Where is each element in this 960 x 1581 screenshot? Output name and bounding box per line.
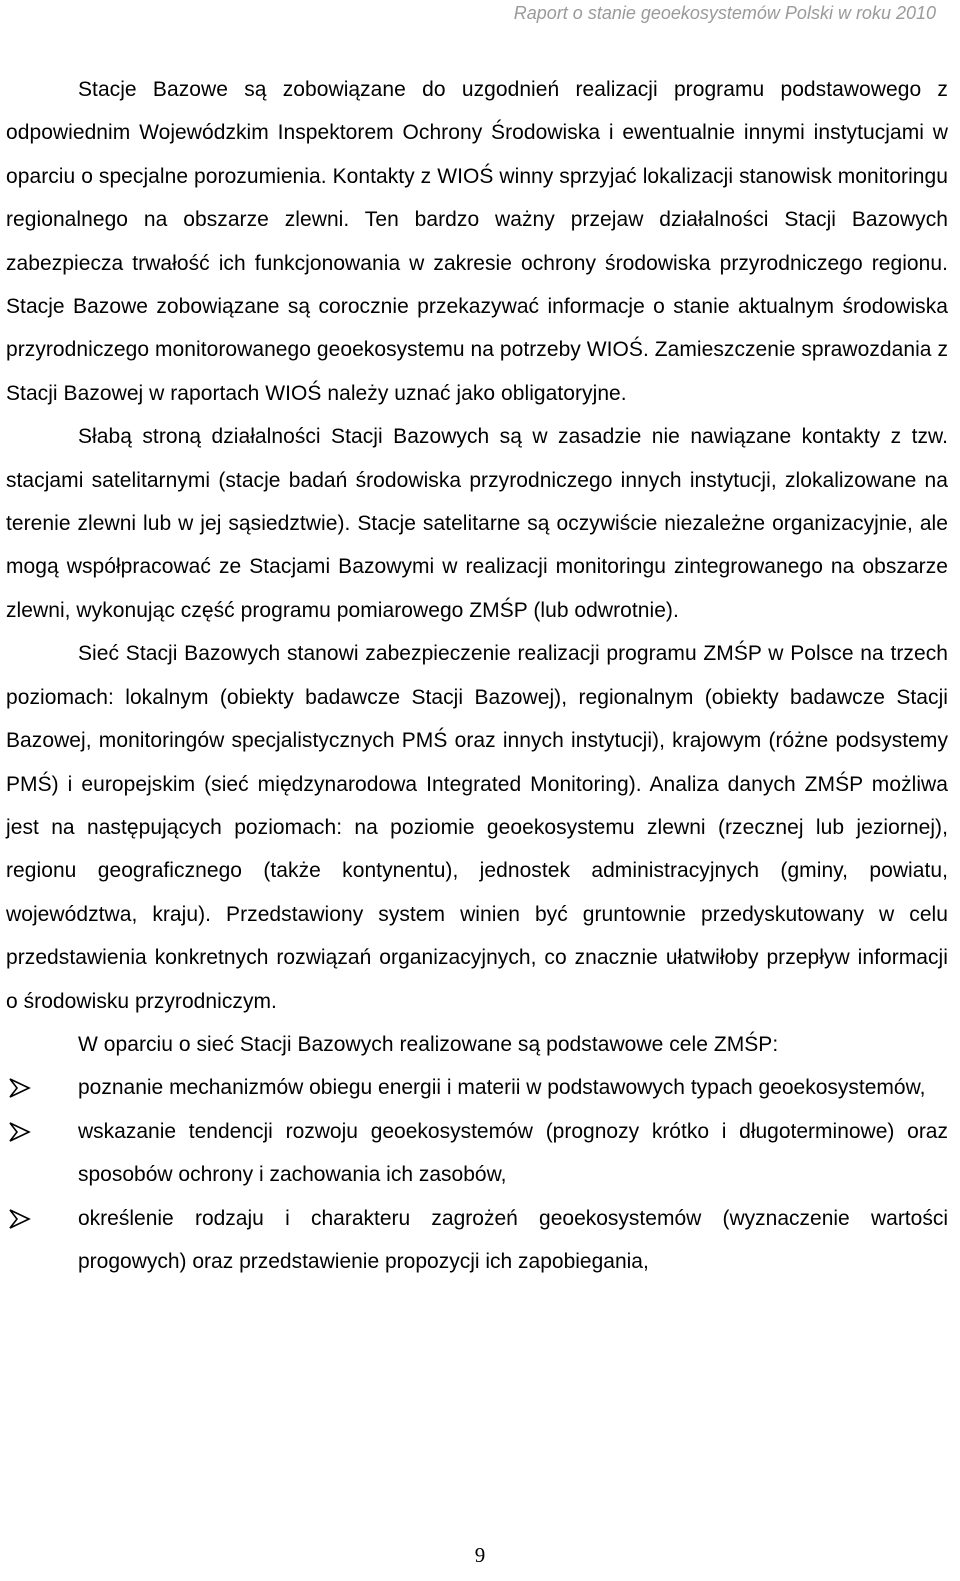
list-item bbox=[6, 1197, 948, 1284]
running-header: Raport o stanie geoekosystemów Polski w roku 2010 bbox=[513, 3, 936, 23]
list-item-text: określenie rodzaju i charakteru zagrożeń geoekosystemów (wyznaczenie wartości progowych) oraz przedstawienie propozycji ich zapobiegania, bbox=[78, 1206, 948, 1273]
goals-list bbox=[6, 1066, 948, 1283]
page-body bbox=[6, 68, 948, 1283]
list-item-text: poznanie mechanizmów obiegu energii i materii w podstawowych typach geoekosystemów, bbox=[78, 1076, 926, 1100]
list-item bbox=[6, 1110, 948, 1197]
list-item bbox=[6, 1066, 948, 1109]
arrowhead-bullet-icon bbox=[8, 1197, 36, 1240]
list-item-text: wskazanie tendencji rozwoju geoekosystemów (prognozy krótko i długoterminowe) oraz sposobów ochrony i zachowania ich zasobów, bbox=[78, 1119, 948, 1187]
paragraph-network-levels: Sieć Stacji Bazowych stanowi zabezpieczenie realizacji programu ZMŚP w Polsce na trzech poziomach: lokalnym (obiekty badawcze Stacji Bazowej), regionalnym (obiekty badawcze Stacji Bazowej, monitoringów specjalistycznych PMŚ oraz innych instytucji), krajowym (różne podsystemy PMŚ) i europejskim (sieć międzynarodowa Integrated Monitoring). Analiza danych ZMŚP możliwa jest na następujących poziomach: na poziomie geoekosystemu zlewni (rzecznej lub jeziornej), regionu geograficznego (także kontynentu), jednostek administracyjnych (gminy, powiatu, województwa, kraju). Przedstawiony system winien być gruntownie przedyskutowany w celu przedstawienia konkretnych rozwiązań organizacyjnych, co znacznie ułatwiłoby przepływ informacji o środowisku przyrodniczym. bbox=[6, 642, 948, 1013]
arrowhead-bullet-icon bbox=[8, 1066, 36, 1109]
paragraph-satellite-stations: Słabą stroną działalności Stacji Bazowych są w zasadzie nie nawiązane kontakty z tzw. stacjami satelitarnymi (stacje badań środowiska przyrodniczego innych instytucji, zlokalizowane na terenie zlewni lub w jej sąsiedztwie). Stacje satelitarne są oczywiście niezależne organizacyjnie, ale mogą współpracować ze Stacjami Bazowymi w realizacji monitoringu zintegrowanego na obszarze zlewni, wykonując część programu pomiarowego ZMŚP (lub odwrotnie). bbox=[6, 425, 948, 622]
page-number: 9 bbox=[474, 1543, 486, 1567]
arrowhead-bullet-icon bbox=[8, 1110, 36, 1153]
paragraph-base-stations-obligations: Stacje Bazowe są zobowiązane do uzgodnień realizacji programu podstawowego z odpowiednim Wojewódzkim Inspektorem Ochrony Środowiska i ewentualnie innymi instytucjami w oparciu o specjalne porozumienia. Kontakty z WIOŚ winny sprzyjać lokalizacji stanowisk monitoringu regionalnego na obszarze zlewni. Ten bardzo ważny przejaw działalności Stacji Bazowych zabezpiecza trwałość ich funkcjonowania w zakresie ochrony środowiska przyrodniczego regionu. Stacje Bazowe zobowiązane są corocznie przekazywać informacje o stanie aktualnym środowiska przyrodniczego monitorowanego geoekosystemu na potrzeby WIOŚ. Zamieszczenie sprawozdania z Stacji Bazowej w raportach WIOŚ należy uznać jako obligatoryjne. bbox=[6, 78, 948, 405]
list-intro: W oparciu o sieć Stacji Bazowych realizowane są podstawowe cele ZMŚP: bbox=[78, 1032, 779, 1056]
